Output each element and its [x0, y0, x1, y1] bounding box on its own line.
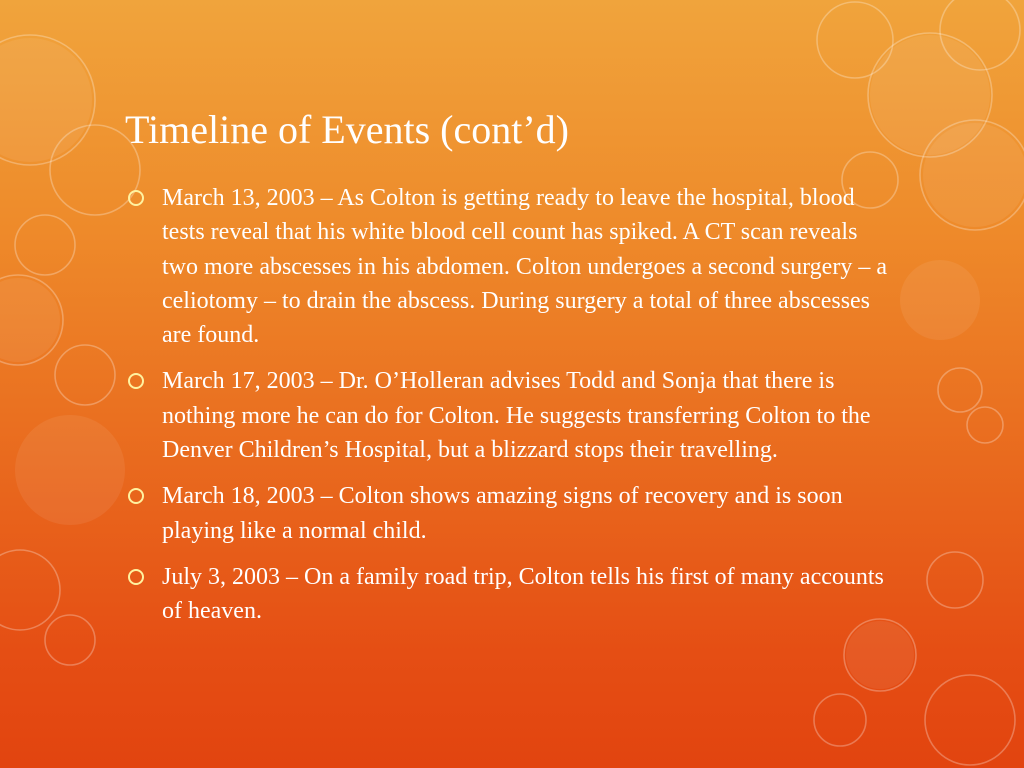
hollow-circle-bullet-icon — [128, 488, 144, 504]
bullet-item-march-18 — [128, 479, 898, 548]
slide-title: Timeline of Events (cont’d) — [125, 107, 570, 152]
hollow-circle-bullet-icon — [128, 190, 144, 206]
bullet-item-july-3 — [128, 560, 898, 629]
bullet-text: March 18, 2003 – Colton shows amazing signs of recovery and is soon playing like a normal child. — [162, 483, 843, 544]
bullet-item-march-13 — [128, 181, 898, 352]
bullet-text: March 13, 2003 – As Colton is getting ready to leave the hospital, blood tests reveal that his white blood cell count has spiked. A CT scan reveals two more abscesses in his abdomen. Colton undergoes a second surgery – a celiotomy – to drain the abscess. During surgery a total of three abscesses are found. — [162, 185, 887, 349]
bullet-list — [128, 181, 898, 641]
bullet-item-march-17 — [128, 364, 898, 467]
bullet-text: July 3, 2003 – On a family road trip, Colton tells his first of many accounts of heaven. — [162, 563, 884, 625]
hollow-circle-bullet-icon — [128, 373, 144, 389]
hollow-circle-bullet-icon — [128, 569, 144, 585]
bullet-text: March 17, 2003 – Dr. O’Holleran advises Todd and Sonja that there is nothing more he can do for Colton. He suggests transferring Colton to the Denver Children’s Hospital, but a blizzard stops their travelling. — [162, 368, 871, 464]
